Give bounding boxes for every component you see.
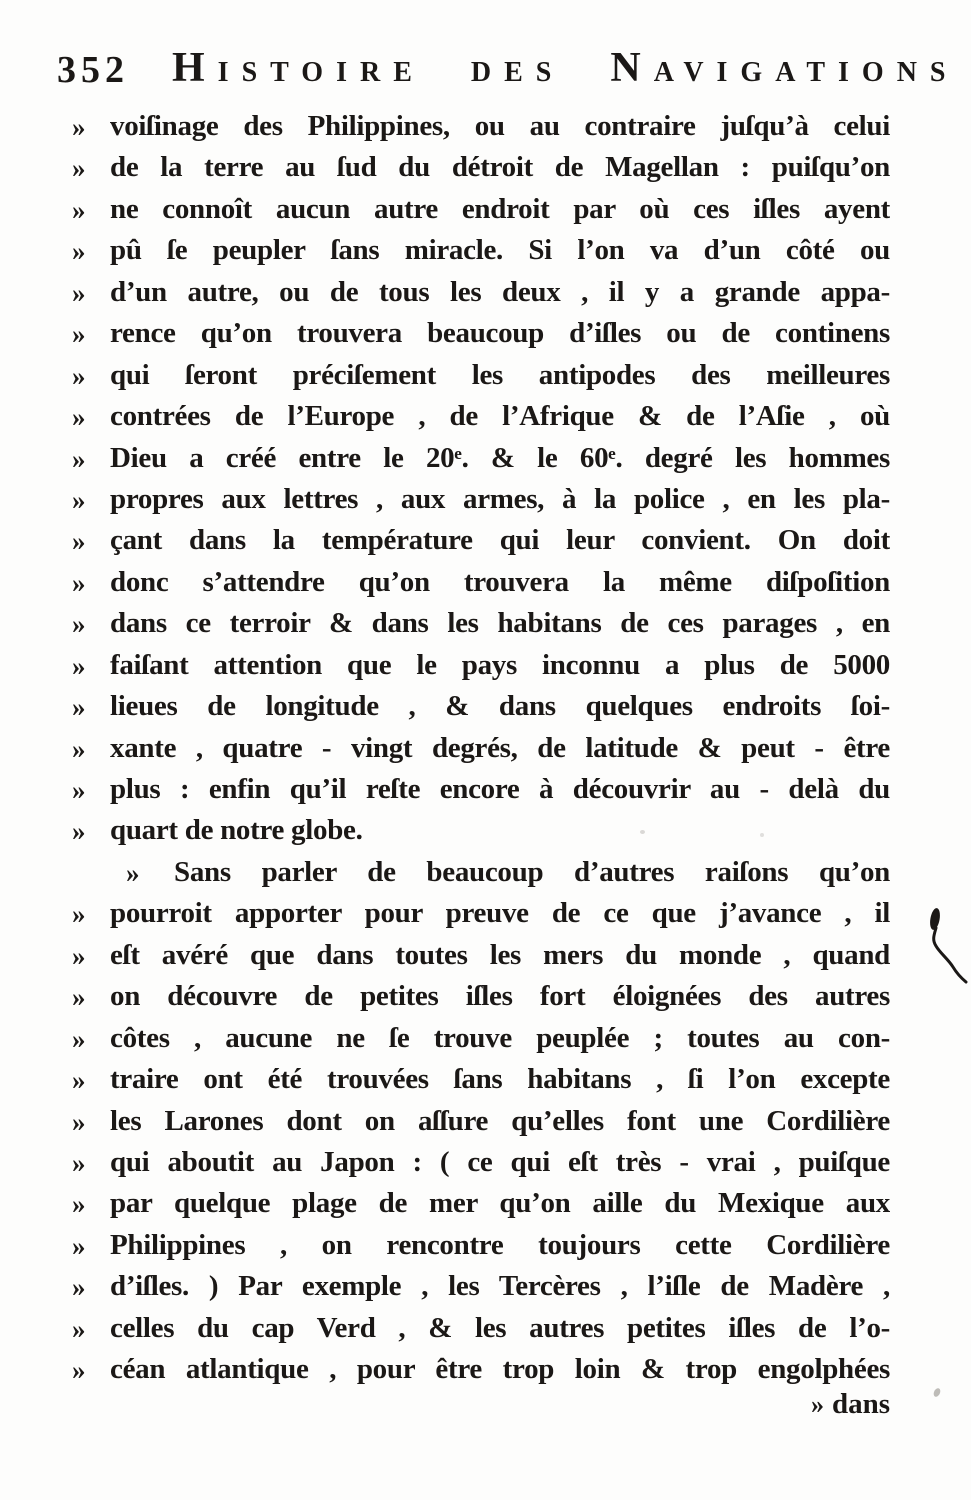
line-text: d’un autre, ou de tous les deux , il y a grande appa- (110, 275, 890, 308)
page-number: 352 (57, 49, 129, 91)
line-text: par quelque plage de mer qu’on aille du Mexique aux (110, 1187, 890, 1220)
line-text: pourroit apporter pour preuve de ce que j’avance , il (110, 897, 890, 930)
quote-mark: » (72, 360, 86, 391)
quote-mark: » (72, 940, 86, 971)
title-word: HISTOIRE (172, 45, 425, 91)
text-line (66, 645, 890, 686)
quote-mark: » (72, 1106, 86, 1137)
quote-mark: » (72, 775, 86, 805)
quote-mark: » (72, 236, 86, 267)
ink-mark (923, 906, 971, 998)
line-text: de la terre au ſud du détroit de Magellan : puiſqu’on (110, 151, 890, 184)
text-line (66, 479, 890, 520)
line-text: çant dans la température qui leur convient. On doit (110, 524, 890, 557)
line-text: voiſinage des Philippines, ou au contraire juſqu’à celui (110, 110, 890, 142)
quote-mark: » (72, 1065, 86, 1096)
quote-mark: » (72, 1313, 86, 1344)
quote-mark: » (72, 319, 86, 350)
line-text: plus : enfin qu’il reſte encore à découvrir au - delà du (110, 773, 890, 805)
text-line (66, 1349, 890, 1390)
quote-mark: » (72, 1272, 86, 1303)
quote-mark: » (126, 857, 140, 888)
line-text: qui aboutit au Japon : ( ce qui eſt très - vrai , puiſque (110, 1145, 890, 1178)
text-line (66, 1183, 890, 1224)
text-line (66, 728, 890, 769)
line-text: dans ce terroir & dans les habitans de ces parages , en (110, 607, 890, 640)
line-text: propres aux lettres , aux armes, à la police , en les pla- (110, 482, 890, 515)
line-text: xante , quatre - vingt degrés, de latitude & peut - être (110, 731, 890, 764)
quote-mark: » (72, 112, 86, 142)
text-block (66, 106, 890, 1391)
text-line (66, 893, 890, 934)
ink-speck (932, 1387, 941, 1398)
line-text: côtes , aucune ne ſe trouve peuplée ; toutes au con- (110, 1021, 890, 1054)
text-line (66, 686, 890, 727)
quote-mark: » (810, 1390, 824, 1419)
text-line (66, 1142, 890, 1183)
text-line (66, 438, 890, 479)
line-text: pû ſe peupler ſans miracle. Si l’on va d’un côté ou (110, 234, 890, 267)
quote-mark: » (72, 692, 86, 723)
quote-mark: » (72, 402, 86, 433)
title-word: NAVIGATIONS (610, 45, 959, 91)
text-line (66, 189, 890, 230)
text-line (66, 976, 890, 1017)
quote-mark: » (72, 277, 86, 308)
line-text: celles du cap Verd , & les autres petites iſles de l’o- (110, 1311, 890, 1344)
line-text: d’iſles. ) Par exemple , les Tercères , l’iſle de Madère , (110, 1270, 890, 1303)
text-line (66, 1266, 890, 1307)
text-line (66, 769, 890, 810)
text-line (66, 106, 890, 147)
text-line (66, 272, 890, 313)
text-line (66, 810, 890, 851)
line-text: donc s’attendre qu’on trouvera la même diſpoſition (110, 565, 890, 598)
line-text: Dieu a créé entre le 20ᵉ. & le 60ᵉ. degré les hommes (110, 441, 890, 474)
line-text: quart de notre globe. (110, 814, 363, 847)
title-word: DES (470, 57, 565, 88)
line-text: Philippines , on rencontre toujours cette Cordilière (110, 1228, 890, 1261)
quote-mark: » (72, 1147, 86, 1178)
text-line (66, 1225, 890, 1266)
quote-mark: » (72, 1023, 86, 1054)
text-line (66, 1308, 890, 1349)
line-text: faiſant attention que le pays inconnu a plus de 5000 (110, 648, 890, 681)
quote-mark: » (72, 484, 86, 515)
quote-mark: » (72, 1230, 86, 1261)
catchword (811, 1384, 890, 1425)
quote-mark: » (72, 816, 86, 847)
line-text: céan atlantique , pour être trop loin & trop engolphées (110, 1353, 890, 1386)
text-line (66, 935, 890, 976)
quote-mark: » (72, 899, 86, 930)
text-line (66, 313, 890, 354)
text-line (66, 562, 890, 603)
text-line (66, 1101, 890, 1142)
ink-speck (760, 833, 764, 837)
quote-mark: » (72, 526, 86, 557)
line-text: Sans parler de beaucoup d’autres raiſons qu’on (174, 855, 890, 888)
line-text: ne connoît aucun autre endroit par où ces iſles ayent (110, 192, 890, 225)
quote-mark: » (72, 1355, 86, 1386)
line-text: on découvre de petites iſles fort éloignées des autres (110, 980, 890, 1013)
text-line (66, 852, 890, 893)
quote-mark: » (72, 443, 86, 474)
line-text: eſt avéré que dans toutes les mers du monde , quand (110, 938, 890, 971)
quote-mark: » (72, 153, 86, 184)
catchword-text: dans (831, 1388, 890, 1420)
text-line (66, 230, 890, 271)
text-line (66, 520, 890, 561)
quote-mark: » (72, 650, 86, 681)
ink-speck (640, 830, 645, 834)
text-line (66, 1059, 890, 1100)
quote-mark: » (72, 567, 86, 598)
quote-mark: » (72, 982, 86, 1013)
line-text: traire ont été trouvées ſans habitans , ſi l’on excepte (110, 1063, 890, 1096)
line-text: rence qu’on trouvera beaucoup d’iſles ou de continens (110, 317, 890, 350)
quote-mark: » (72, 1189, 86, 1220)
line-text: contrées de l’Europe , de l’Afrique & de l’Aſie , où (110, 400, 890, 433)
text-line (66, 1018, 890, 1059)
quote-mark: » (72, 194, 86, 225)
quote-mark: » (72, 733, 86, 764)
line-text: qui ſeront préciſement les antipodes des meilleures (110, 358, 890, 391)
text-line (66, 396, 890, 437)
line-text: lieues de longitude , & dans quelques endroits ſoi- (110, 690, 890, 723)
text-line (66, 355, 890, 396)
text-line (66, 603, 890, 644)
quote-mark: » (72, 609, 86, 640)
text-line (66, 147, 890, 188)
line-text: les Larones dont on aſſure qu’elles font une Cordilière (110, 1104, 890, 1137)
running-header-title (172, 44, 969, 92)
